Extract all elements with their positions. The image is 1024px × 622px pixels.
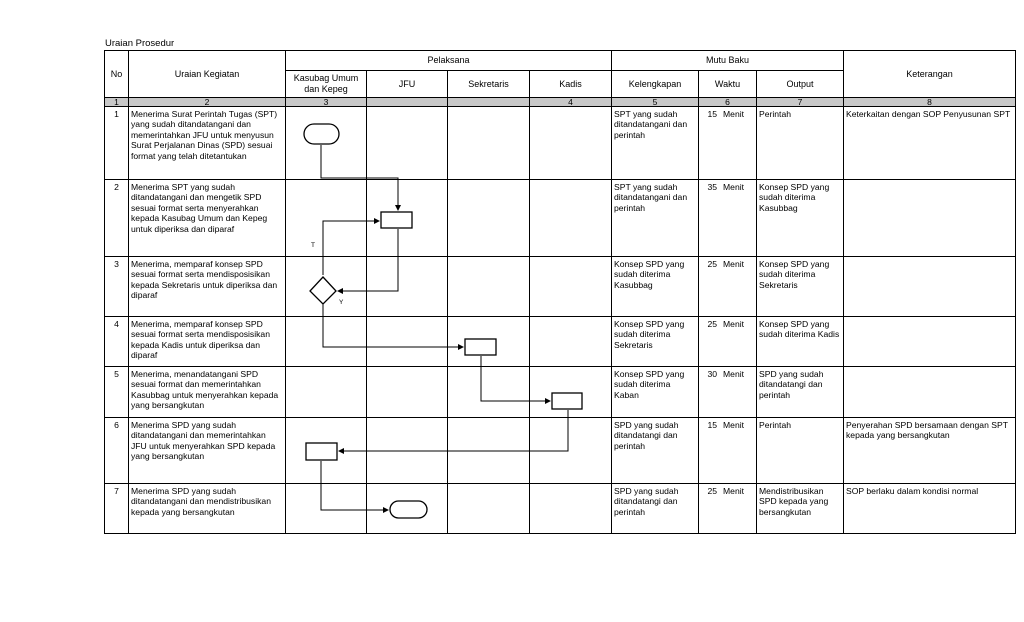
lane-kadis bbox=[530, 180, 612, 257]
procedure-row bbox=[105, 317, 1016, 367]
lane-kadis bbox=[530, 367, 612, 418]
row-keterangan bbox=[844, 317, 1016, 367]
column-number: 7 bbox=[757, 98, 844, 107]
procedure-row bbox=[105, 418, 1016, 484]
header-role-kasubag: Kasubag Umum dan Kepeg bbox=[286, 71, 367, 98]
waktu-unit: Menit bbox=[723, 420, 745, 430]
header-role-sekretaris: Sekretaris bbox=[448, 71, 530, 98]
lane-jfu bbox=[367, 484, 448, 534]
procedure-row bbox=[105, 180, 1016, 257]
row-number: 4 bbox=[105, 317, 129, 367]
lane-kadis bbox=[530, 107, 612, 180]
waktu-unit: Menit bbox=[723, 182, 745, 192]
procedure-row bbox=[105, 484, 1016, 534]
waktu-value: 30 bbox=[707, 369, 717, 379]
lane-kadis bbox=[530, 484, 612, 534]
waktu-value: 25 bbox=[707, 486, 717, 496]
procedure-row bbox=[105, 367, 1016, 418]
lane-kasubag bbox=[286, 418, 367, 484]
row-waktu bbox=[699, 367, 757, 418]
row-number: 7 bbox=[105, 484, 129, 534]
row-keterangan: Keterkaitan dengan SOP Penyusunan SPT bbox=[844, 107, 1016, 180]
lane-kasubag bbox=[286, 367, 367, 418]
waktu-unit: Menit bbox=[723, 319, 745, 329]
lane-kadis bbox=[530, 418, 612, 484]
column-number: 6 bbox=[699, 98, 757, 107]
lane-kadis bbox=[530, 257, 612, 317]
row-waktu bbox=[699, 107, 757, 180]
row-output: Konsep SPD yang sudah diterima Kasubbag bbox=[757, 180, 844, 257]
row-output: Konsep SPD yang sudah diterima Kadis bbox=[757, 317, 844, 367]
lane-sekretaris bbox=[448, 418, 530, 484]
lane-sekretaris bbox=[448, 257, 530, 317]
row-kegiatan: Menerima, memparaf konsep SPD sesuai format serta mendisposisikan kepada Sekretaris untuk diperiksa dan diparaf bbox=[129, 257, 286, 317]
sop-table bbox=[104, 50, 1016, 534]
row-kegiatan: Menerima SPD yang sudah ditandatangani dan mendistribusikan kepada yang bersangkutan bbox=[129, 484, 286, 534]
waktu-value: 25 bbox=[707, 319, 717, 329]
column-number bbox=[367, 98, 448, 107]
document-caption: Uraian Prosedur bbox=[105, 38, 175, 49]
row-keterangan bbox=[844, 257, 1016, 317]
lane-kadis bbox=[530, 317, 612, 367]
row-output: Perintah bbox=[757, 418, 844, 484]
row-output: SPD yang sudah ditandatangi dan perintah bbox=[757, 367, 844, 418]
lane-kasubag bbox=[286, 257, 367, 317]
header-role-kadis: Kadis bbox=[530, 71, 612, 98]
header-pelaksana: Pelaksana bbox=[286, 51, 612, 71]
header-output: Output bbox=[757, 71, 844, 98]
column-number: 8 bbox=[844, 98, 1016, 107]
waktu-unit: Menit bbox=[723, 369, 745, 379]
lane-kasubag bbox=[286, 484, 367, 534]
lane-kasubag bbox=[286, 317, 367, 367]
procedure-row bbox=[105, 257, 1016, 317]
waktu-value: 15 bbox=[707, 109, 717, 119]
column-number: 5 bbox=[612, 98, 699, 107]
row-kelengkapan: Konsep SPD yang sudah diterima Kaban bbox=[612, 367, 699, 418]
row-kelengkapan: Konsep SPD yang sudah diterima Kasubbag bbox=[612, 257, 699, 317]
lane-sekretaris bbox=[448, 484, 530, 534]
column-number: 1 bbox=[105, 98, 129, 107]
lane-jfu bbox=[367, 367, 448, 418]
column-number: 4 bbox=[530, 98, 612, 107]
waktu-value: 35 bbox=[707, 182, 717, 192]
lane-jfu bbox=[367, 317, 448, 367]
header-role-jfu: JFU bbox=[367, 71, 448, 98]
header-mutu-baku: Mutu Baku bbox=[612, 51, 844, 71]
row-number: 3 bbox=[105, 257, 129, 317]
row-kegiatan: Menerima Surat Perintah Tugas (SPT) yang sudah ditandatangani dan memerintahkan JFU untuk menyusun Surat Perjalanan Dinas (SPD) sesuai format yang telah ditetantukan bbox=[129, 107, 286, 180]
row-number: 5 bbox=[105, 367, 129, 418]
decision-label-y: Y bbox=[339, 299, 344, 306]
lane-jfu bbox=[367, 418, 448, 484]
column-number-row bbox=[105, 98, 1016, 107]
lane-jfu bbox=[367, 107, 448, 180]
row-number: 1 bbox=[105, 107, 129, 180]
lane-sekretaris bbox=[448, 107, 530, 180]
row-kelengkapan: SPT yang sudah ditandatangani dan perintah bbox=[612, 180, 699, 257]
column-number: 3 bbox=[286, 98, 367, 107]
lane-jfu bbox=[367, 257, 448, 317]
waktu-value: 15 bbox=[707, 420, 717, 430]
row-kelengkapan: SPD yang sudah ditandatangi dan perintah bbox=[612, 484, 699, 534]
lane-sekretaris bbox=[448, 317, 530, 367]
row-kelengkapan: SPT yang sudah ditandatangani dan perintah bbox=[612, 107, 699, 180]
header-no: No bbox=[105, 51, 129, 98]
lane-jfu bbox=[367, 180, 448, 257]
header-kegiatan: Uraian Kegiatan bbox=[129, 51, 286, 98]
lane-kasubag bbox=[286, 180, 367, 257]
row-keterangan bbox=[844, 367, 1016, 418]
row-kegiatan: Menerima, memparaf konsep SPD sesuai format serta mendisposisikan kepada Kadis untuk diperiksa dan diparaf bbox=[129, 317, 286, 367]
row-waktu bbox=[699, 180, 757, 257]
procedure-row bbox=[105, 107, 1016, 180]
lane-sekretaris bbox=[448, 367, 530, 418]
row-kelengkapan: Konsep SPD yang sudah diterima Sekretaris bbox=[612, 317, 699, 367]
row-kegiatan: Menerima, menandatangani SPD sesuai format dan memerintahkan Kasubbag untuk menyerahkan kepada yang bersangkutan bbox=[129, 367, 286, 418]
row-number: 6 bbox=[105, 418, 129, 484]
row-output: Perintah bbox=[757, 107, 844, 180]
column-number bbox=[448, 98, 530, 107]
decision-label-t: T bbox=[311, 242, 315, 249]
lane-kasubag bbox=[286, 107, 367, 180]
row-kelengkapan: SPD yang sudah ditandatangi dan perintah bbox=[612, 418, 699, 484]
row-output: Mendistribusikan SPD kepada yang bersangkutan bbox=[757, 484, 844, 534]
row-number: 2 bbox=[105, 180, 129, 257]
waktu-unit: Menit bbox=[723, 259, 745, 269]
row-waktu bbox=[699, 484, 757, 534]
header-keterangan: Keterangan bbox=[844, 51, 1016, 98]
row-waktu bbox=[699, 418, 757, 484]
row-waktu bbox=[699, 317, 757, 367]
waktu-value: 25 bbox=[707, 259, 717, 269]
lane-sekretaris bbox=[448, 180, 530, 257]
header-kelengkapan: Kelengkapan bbox=[612, 71, 699, 98]
row-waktu bbox=[699, 257, 757, 317]
row-kegiatan: Menerima SPD yang sudah ditandatangani dan memerintahkan JFU untuk menyerahkan SPD kepada yang bersangkutan bbox=[129, 418, 286, 484]
row-keterangan bbox=[844, 180, 1016, 257]
row-kegiatan: Menerima SPT yang sudah ditandatangani dan mengetik SPD sesuai format serta menyerahkan kepada Kasubag Umum dan Kepeg untuk diperiksa dan diparaf bbox=[129, 180, 286, 257]
row-keterangan: SOP berlaku dalam kondisi normal bbox=[844, 484, 1016, 534]
row-keterangan: Penyerahan SPD bersamaan dengan SPT kepada yang bersangkutan bbox=[844, 418, 1016, 484]
column-number: 2 bbox=[129, 98, 286, 107]
waktu-unit: Menit bbox=[723, 109, 745, 119]
row-output: Konsep SPD yang sudah diterima Sekretaris bbox=[757, 257, 844, 317]
header-waktu: Waktu bbox=[699, 71, 757, 98]
waktu-unit: Menit bbox=[723, 486, 745, 496]
